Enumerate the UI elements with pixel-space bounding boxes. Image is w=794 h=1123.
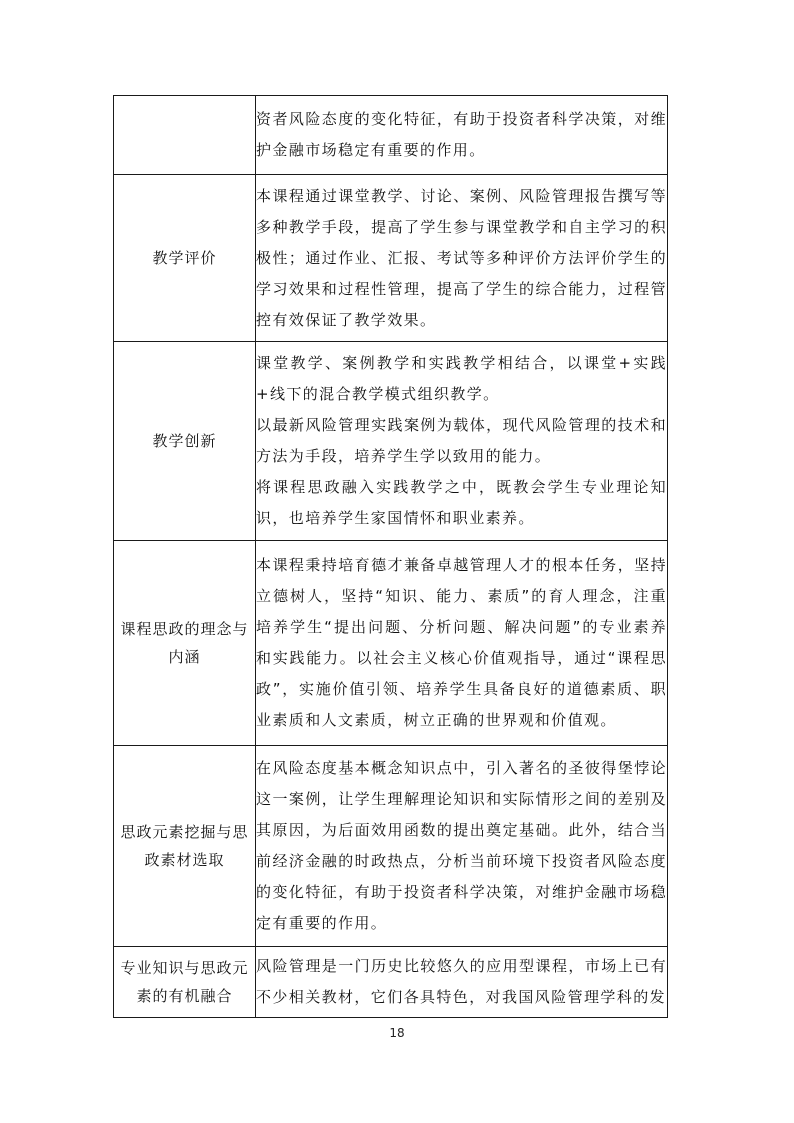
row-content-cell	[256, 342, 668, 541]
content-paragraph: 课堂教学、案例教学和实践教学相结合，以课堂+实践+线下的混合教学模式组织教学。	[256, 354, 667, 403]
row-label-cell	[114, 96, 256, 175]
table-row	[114, 947, 668, 1018]
row-content-cell	[256, 541, 668, 746]
row-content-cell	[256, 175, 668, 342]
content-paragraph: 将课程思政融入实践教学之中，既教会学生专业理论知识，也培养学生家国情怀和职业素养。	[256, 478, 667, 527]
row-content-cell	[256, 746, 668, 947]
row-label-cell: 思政元素挖掘与思政素材选取	[114, 746, 256, 947]
table-row	[114, 342, 668, 541]
content-paragraph: 风险管理是一门历史比较悠久的应用型课程，市场上已有不少相关教材，它们各具特色，对我国风险管理学科的发	[256, 957, 667, 1006]
row-label-cell: 教学评价	[114, 175, 256, 342]
content-paragraph: 资者风险态度的变化特征，有助于投资者科学决策，对维护金融市场稳定有重要的作用。	[256, 110, 667, 159]
content-paragraph: 本课程通过课堂教学、讨论、案例、风险管理报告撰写等多种教学手段，提高了学生参与课堂教学和自主学习的积极性；通过作业、汇报、考试等多种评价方法评价学生的学习效果和过程性管理，提高了学生的综合能力，过程管控有效保证了教学效果。	[256, 186, 667, 329]
row-content-cell	[256, 947, 668, 1018]
row-label-cell: 专业知识与思政元素的有机融合	[114, 947, 256, 1018]
table-row	[114, 746, 668, 947]
row-content-cell	[256, 96, 668, 175]
table-row	[114, 175, 668, 342]
row-label-cell: 课程思政的理念与内涵	[114, 541, 256, 746]
table-row	[114, 96, 668, 175]
table-row	[114, 541, 668, 746]
row-label-cell: 教学创新	[114, 342, 256, 541]
content-paragraph: 以最新风险管理实践案例为载体，现代风险管理的技术和方法为手段，培养学生学以致用的能力。	[256, 416, 667, 465]
course-info-table	[113, 95, 668, 1018]
content-paragraph: 本课程秉持培育德才兼备卓越管理人才的根本任务，坚持立德树人，坚持“知识、能力、素质”的育人理念，注重培养学生“提出问题、分析问题、解决问题”的专业素养和实践能力。以社会主义核心价值观指导，通过“课程思政”，实施价值引领、培养学生具备良好的道德素质、职业素质和人文素质，树立正确的世界观和价值观。	[256, 556, 667, 729]
page-number: 18	[389, 1026, 405, 1040]
content-paragraph: 在风险态度基本概念知识点中，引入著名的圣彼得堡悖论这一案例，让学生理解理论知识和实际情形之间的差别及其原因，为后面效用函数的提出奠定基础。此外，结合当前经济金融的时政热点，分析当前环境下投资者风险态度的变化特征，有助于投资者科学决策，对维护金融市场稳定有重要的作用。	[256, 759, 667, 932]
